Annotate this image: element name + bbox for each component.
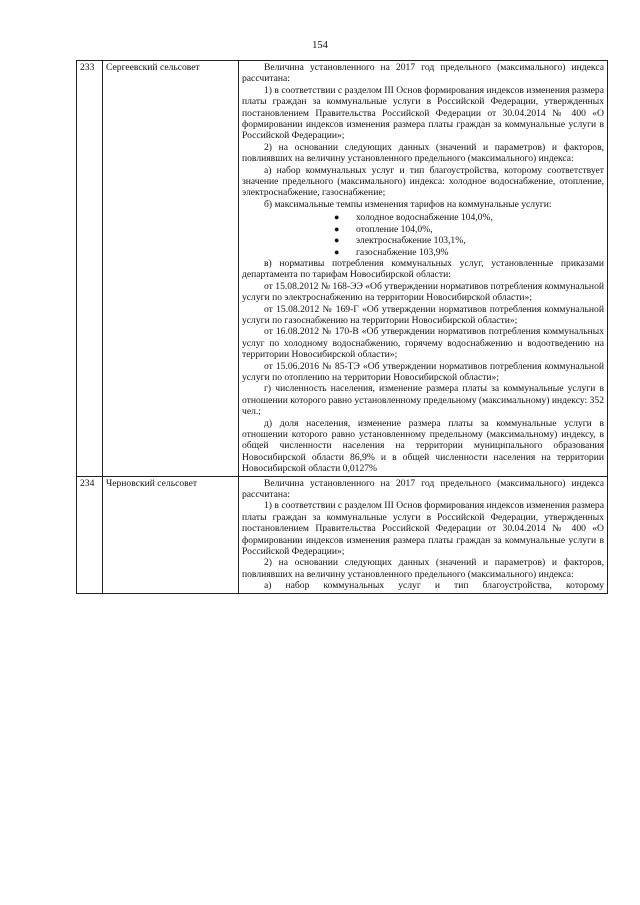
paragraph: 1) в соответствии с разделом III Основ формирования индексов изменения размера платы граждан за коммунальные услуги в Российской Федерации, утвержденных постановлением Правительства Российской Федерации от 30.04.2014 № 400 «О формировании индексов изменения размера платы граждан за коммунальные услуги в Российской Федерации»; xyxy=(242,500,604,558)
paragraph: от 16.08.2012 № 170-В «Об утверждении нормативов потребления коммунальных услуг по холодному водоснабжению, горячему водоснабжению и водоотведению на территории Новосибирской области»; xyxy=(242,326,604,361)
settlement-name: Черновский сельсовет xyxy=(103,476,239,593)
settlement-name: Сергеевский сельсовет xyxy=(103,61,239,477)
paragraph: от 15.08.2012 № 168-ЭЭ «Об утверждении нормативов потребления коммунальной услуги по электроснабжению на территории Новосибирской области»; xyxy=(242,280,604,304)
tariff-rate-list xyxy=(242,212,604,258)
rate-text: холодное водоснабжение 104,0%, xyxy=(356,212,493,224)
paragraph: 1) в соответствии с разделом III Основ формирования индексов изменения размера платы граждан за коммунальные услуги в Российской Федерации, утвержденных постановлением Правительства Российской Федерации от 30.04.2014 № 400 «О формировании индексов изменения размера платы граждан за коммунальные услуги в Российской Федерации»; xyxy=(242,84,604,142)
paragraph: б) максимальные темпы изменения тарифов на коммунальные услуги: xyxy=(264,198,552,210)
row-description xyxy=(239,476,608,593)
paragraph: 2) на основании следующих данных (значений и параметров) и факторов, повлиявших на величину установленного предельного (максимального) индекса: xyxy=(242,141,604,165)
row-description xyxy=(239,61,608,477)
table-row xyxy=(77,476,608,593)
bullet-icon: ● xyxy=(334,235,340,246)
paragraph: в) нормативы потребления коммунальных услуг, установленные приказами департамента по тарифам Новосибирской области: xyxy=(242,257,604,281)
rate-text: газоснабжение 103,9% xyxy=(356,246,449,258)
paragraph: д) доля населения, изменение размера платы за коммунальные услуги в отношении которого равно установленному предельному (максимальному) индексу, в общей численности населения на территории муниципального образования Новосибирской области 86,9% и в общей численности населения на территории Новосибирской области 0,0127% xyxy=(242,417,604,475)
list-item xyxy=(334,235,604,246)
rate-text: электроснабжение 103,1%, xyxy=(356,235,466,247)
list-item xyxy=(334,247,604,258)
row-number: 234 xyxy=(77,476,103,593)
row-number: 233 xyxy=(77,61,103,477)
table-row xyxy=(77,61,608,477)
rate-text: отопление 104,0%, xyxy=(356,223,433,235)
paragraph: Величина установленного на 2017 год предельного (максимального) индекса рассчитана: xyxy=(242,477,604,501)
index-table xyxy=(76,60,608,594)
list-item xyxy=(334,224,604,235)
paragraph: а) набор коммунальных услуг и тип благоустройства, которому xyxy=(264,580,604,592)
paragraph: от 15.06.2016 № 85-ТЭ «Об утверждении нормативов потребления коммунальной услуги по отоплению на территории Новосибирской области»; xyxy=(242,360,604,383)
bullet-icon: ● xyxy=(334,246,340,257)
paragraph: Величина установленного на 2017 год предельного (максимального) индекса рассчитана: xyxy=(242,62,604,85)
bullet-icon: ● xyxy=(334,223,340,234)
paragraph: г) численность населения, изменение размера платы за коммунальные услуги в отношении которого равно установленному предельному (максимальному) индексу: 352 чел.; xyxy=(242,383,604,418)
paragraph: от 15.08.2012 № 169-Г «Об утверждении нормативов потребления коммунальной услуги по газоснабжению на территории Новосибирской области»; xyxy=(242,303,604,326)
page-number: 154 xyxy=(312,40,328,51)
paragraph: 2) на основании следующих данных (значений и параметров) и факторов, повлиявших на величину установленного предельного (максимального) индекса: xyxy=(242,557,604,580)
list-item xyxy=(334,212,604,223)
paragraph: а) набор коммунальных услуг и тип благоустройства, которому соответствует значение предельного (максимального) индекса: холодное водоснабжение, отопление, электроснабжение, газоснабжение; xyxy=(242,164,604,199)
bullet-icon: ● xyxy=(334,212,340,223)
